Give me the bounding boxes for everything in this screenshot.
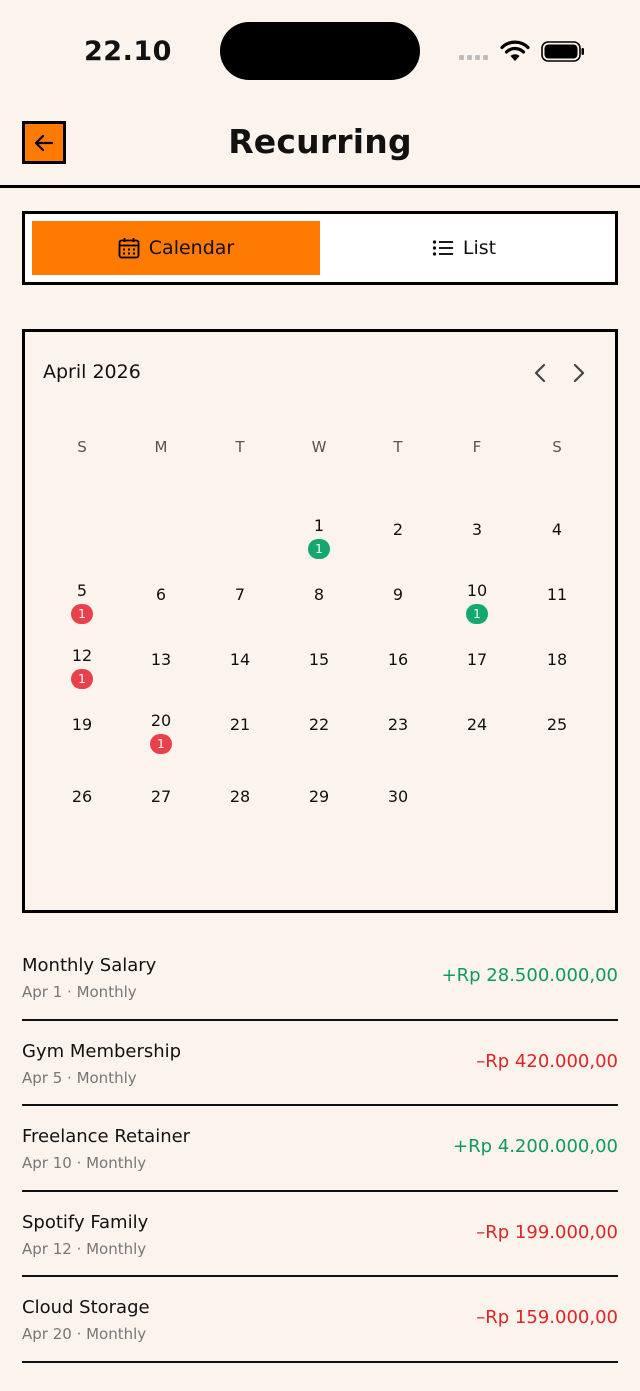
- calendar-icon: [118, 237, 140, 259]
- chevron-left-icon: [533, 363, 547, 383]
- item-schedule: Apr 12 · Monthly: [22, 1239, 147, 1258]
- wifi-icon: [500, 40, 530, 62]
- list-item[interactable]: [22, 1277, 618, 1363]
- event-count-badge: 1: [466, 604, 488, 624]
- day-number: 8: [313, 585, 325, 604]
- event-count-badge: 1: [308, 539, 330, 559]
- calendar-day[interactable]: [136, 786, 186, 808]
- calendar-day[interactable]: [452, 580, 502, 624]
- signal-icon: [459, 55, 488, 60]
- status-bar: [0, 0, 640, 104]
- item-name: Cloud Storage: [22, 1297, 150, 1318]
- calendar-day[interactable]: [532, 714, 582, 736]
- calendar-day[interactable]: [294, 649, 344, 671]
- weekday-label: W: [311, 438, 327, 456]
- item-amount: –Rp 199.000,00: [476, 1221, 618, 1243]
- day-number: 2: [392, 520, 404, 539]
- day-number: 12: [71, 646, 93, 665]
- tab-calendar[interactable]: [32, 221, 320, 275]
- day-number: 7: [234, 585, 246, 604]
- calendar-day[interactable]: [532, 584, 582, 606]
- tab-list[interactable]: [320, 221, 608, 275]
- day-number: 13: [150, 650, 172, 669]
- list-item[interactable]: [22, 1021, 618, 1107]
- calendar-day[interactable]: [136, 584, 186, 606]
- calendar-day[interactable]: [452, 649, 502, 671]
- chevron-right-icon: [572, 363, 586, 383]
- calendar-day[interactable]: [452, 519, 502, 541]
- day-number: 15: [308, 650, 330, 669]
- calendar-day[interactable]: [136, 649, 186, 671]
- day-number: 10: [466, 581, 488, 600]
- calendar-day[interactable]: [373, 786, 423, 808]
- calendar-day[interactable]: [57, 580, 107, 624]
- day-number: 22: [308, 715, 330, 734]
- day-number: 25: [546, 715, 568, 734]
- status-time: 22.10: [84, 36, 172, 67]
- day-number: 26: [71, 787, 93, 806]
- day-number: 29: [308, 787, 330, 806]
- recurring-list: [22, 935, 618, 1363]
- calendar-day[interactable]: [452, 714, 502, 736]
- item-amount: –Rp 159.000,00: [476, 1307, 618, 1328]
- day-number: 11: [546, 585, 568, 604]
- dynamic-island: [220, 22, 420, 80]
- item-name: Monthly Salary: [22, 955, 157, 976]
- item-name: Freelance Retainer: [22, 1126, 191, 1147]
- calendar-day[interactable]: [215, 649, 265, 671]
- day-number: 9: [392, 585, 404, 604]
- month-label: April 2026: [43, 361, 141, 383]
- weekday-label: M: [154, 438, 168, 456]
- tab-list-label: List: [462, 237, 497, 259]
- event-count-badge: 1: [71, 604, 93, 624]
- list-icon: [432, 239, 454, 257]
- calendar-day[interactable]: [57, 786, 107, 808]
- item-amount: +Rp 4.200.000,00: [453, 1136, 618, 1157]
- calendar-day[interactable]: [294, 584, 344, 606]
- day-number: 1: [313, 516, 325, 535]
- weekday-label: F: [472, 438, 482, 456]
- day-number: 16: [387, 650, 409, 669]
- day-number: 18: [546, 650, 568, 669]
- view-toggle: [22, 211, 618, 285]
- calendar-day[interactable]: [532, 519, 582, 541]
- next-month-button[interactable]: [564, 358, 594, 388]
- calendar-day[interactable]: [373, 649, 423, 671]
- item-schedule: Apr 5 · Monthly: [22, 1068, 137, 1087]
- day-number: 17: [466, 650, 488, 669]
- header: [0, 104, 640, 188]
- day-number: 14: [229, 650, 251, 669]
- list-item[interactable]: [22, 1192, 618, 1278]
- item-name: Gym Membership: [22, 1040, 182, 1062]
- event-count-badge: 1: [150, 734, 172, 754]
- event-count-badge: 1: [71, 669, 93, 689]
- item-schedule: Apr 20 · Monthly: [22, 1325, 147, 1343]
- day-number: 21: [229, 715, 251, 734]
- calendar-day[interactable]: [57, 714, 107, 736]
- list-item[interactable]: [22, 935, 618, 1021]
- calendar-day[interactable]: [373, 714, 423, 736]
- day-number: 27: [150, 787, 172, 806]
- weekday-label: S: [77, 438, 87, 456]
- day-number: 20: [150, 711, 172, 730]
- calendar-day[interactable]: [57, 645, 107, 689]
- item-amount: –Rp 420.000,00: [476, 1050, 618, 1072]
- calendar-day[interactable]: [373, 584, 423, 606]
- day-number: 3: [471, 520, 483, 539]
- day-number: 23: [387, 715, 409, 734]
- day-number: 5: [76, 581, 88, 600]
- battery-icon: [541, 41, 585, 62]
- item-schedule: Apr 10 · Monthly: [22, 1154, 147, 1172]
- list-item[interactable]: [22, 1106, 618, 1192]
- calendar-day[interactable]: [294, 786, 344, 808]
- day-number: 4: [551, 520, 563, 539]
- calendar-day[interactable]: [136, 710, 186, 754]
- day-number: 24: [466, 715, 488, 734]
- day-number: 28: [229, 787, 251, 806]
- calendar-day[interactable]: [373, 519, 423, 541]
- calendar-day[interactable]: [215, 714, 265, 736]
- calendar-day[interactable]: [294, 714, 344, 736]
- item-amount: +Rp 28.500.000,00: [441, 965, 618, 986]
- item-schedule: Apr 1 · Monthly: [22, 983, 137, 1001]
- calendar-day[interactable]: [294, 515, 344, 559]
- calendar: [22, 329, 618, 913]
- day-number: 6: [155, 585, 167, 604]
- tab-calendar-label: Calendar: [148, 237, 235, 259]
- weekday-label: T: [235, 438, 245, 456]
- day-number: 19: [71, 715, 93, 734]
- calendar-day[interactable]: [215, 786, 265, 808]
- calendar-day[interactable]: [532, 649, 582, 671]
- day-number: 30: [387, 787, 409, 806]
- weekday-label: S: [552, 438, 562, 456]
- prev-month-button[interactable]: [525, 358, 555, 388]
- page-title: Recurring: [228, 122, 412, 161]
- weekday-label: T: [393, 438, 403, 456]
- calendar-day[interactable]: [215, 584, 265, 606]
- item-name: Spotify Family: [22, 1211, 149, 1233]
